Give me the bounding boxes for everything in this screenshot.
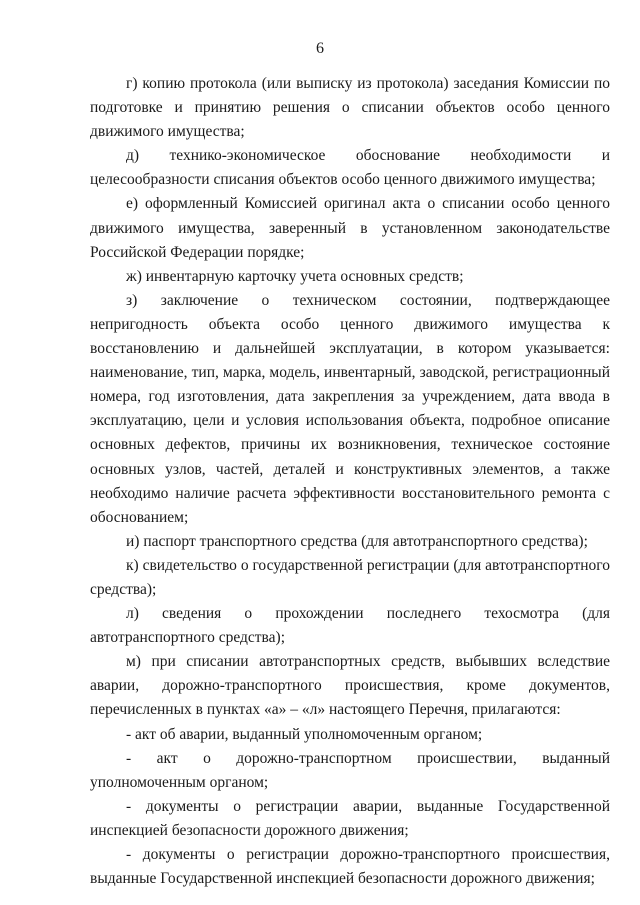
list-item-accident-act: - акт об аварии, выданный уполномоченным органом; [126,725,483,743]
paragraph-z: з) заключение о техническом состоянии, подтверждающее непригодность объекта особо ценного движимого имущества к восстановлению и дальнейшей эксплуатации, в котором указывается: наименование, тип, марка, модель, инвентарный, заводской, регистрационный номера, год изготовления, дата закрепления за учреждением, дата ввода в эксплуатацию, цели и условия использования объекта, подробное описание основных дефектов, причины их возникновения, техническое состояние основных узлов, частей, деталей и конструктивных элементов, а также необходимо наличие расчета эффективности восстановительного ремонта с обоснованием; [90,291,610,526]
paragraph-i: и) паспорт транспортного средства (для автотранспортного средства); [126,532,588,550]
list-item-dtp-registration: - документы о регистрации дорожно-транспортного происшествия, выданные Государственной инспекцией безопасности дорожного движения; [90,846,610,888]
paragraph-zh: ж) инвентарную карточку учета основных средств; [126,267,464,285]
paragraph-g: г) копию протокола (или выписку из протокола) заседания Комиссии по подготовке и принятию решения о списании объектов особо ценного движимого имущества; [90,75,610,141]
list-item-accident-registration: - документы о регистрации аварии, выданные Государственной инспекцией безопасности дорожного движения; [90,797,610,839]
list-item-dtp-act: - акт о дорожно-транспортном происшествии, выданный уполномоченным органом; [90,749,610,791]
paragraph-m: м) при списании автотранспортных средств, выбывших вследствие аварии, дорожно-транспортного происшествия, кроме документов, перечисленных в пунктах «а» – «л» настоящего Перечня, прилагаются: [90,653,610,719]
paragraph-d: д) технико-экономическое обоснование необходимости и целесообразности списания объектов особо ценного движимого имущества; [90,147,610,189]
document-body [90,72,610,891]
page-number: 6 [316,40,324,57]
paragraph-e: е) оформленный Комиссией оригинал акта о списании особо ценного движимого имущества, заверенный в установленном законодательстве Российской Федерации порядке; [90,195,610,261]
paragraph-l: л) сведения о прохождении последнего техосмотра (для автотранспортного средства); [90,605,610,647]
paragraph-k: к) свидетельство о государственной регистрации (для автотранспортного средства); [90,556,610,598]
